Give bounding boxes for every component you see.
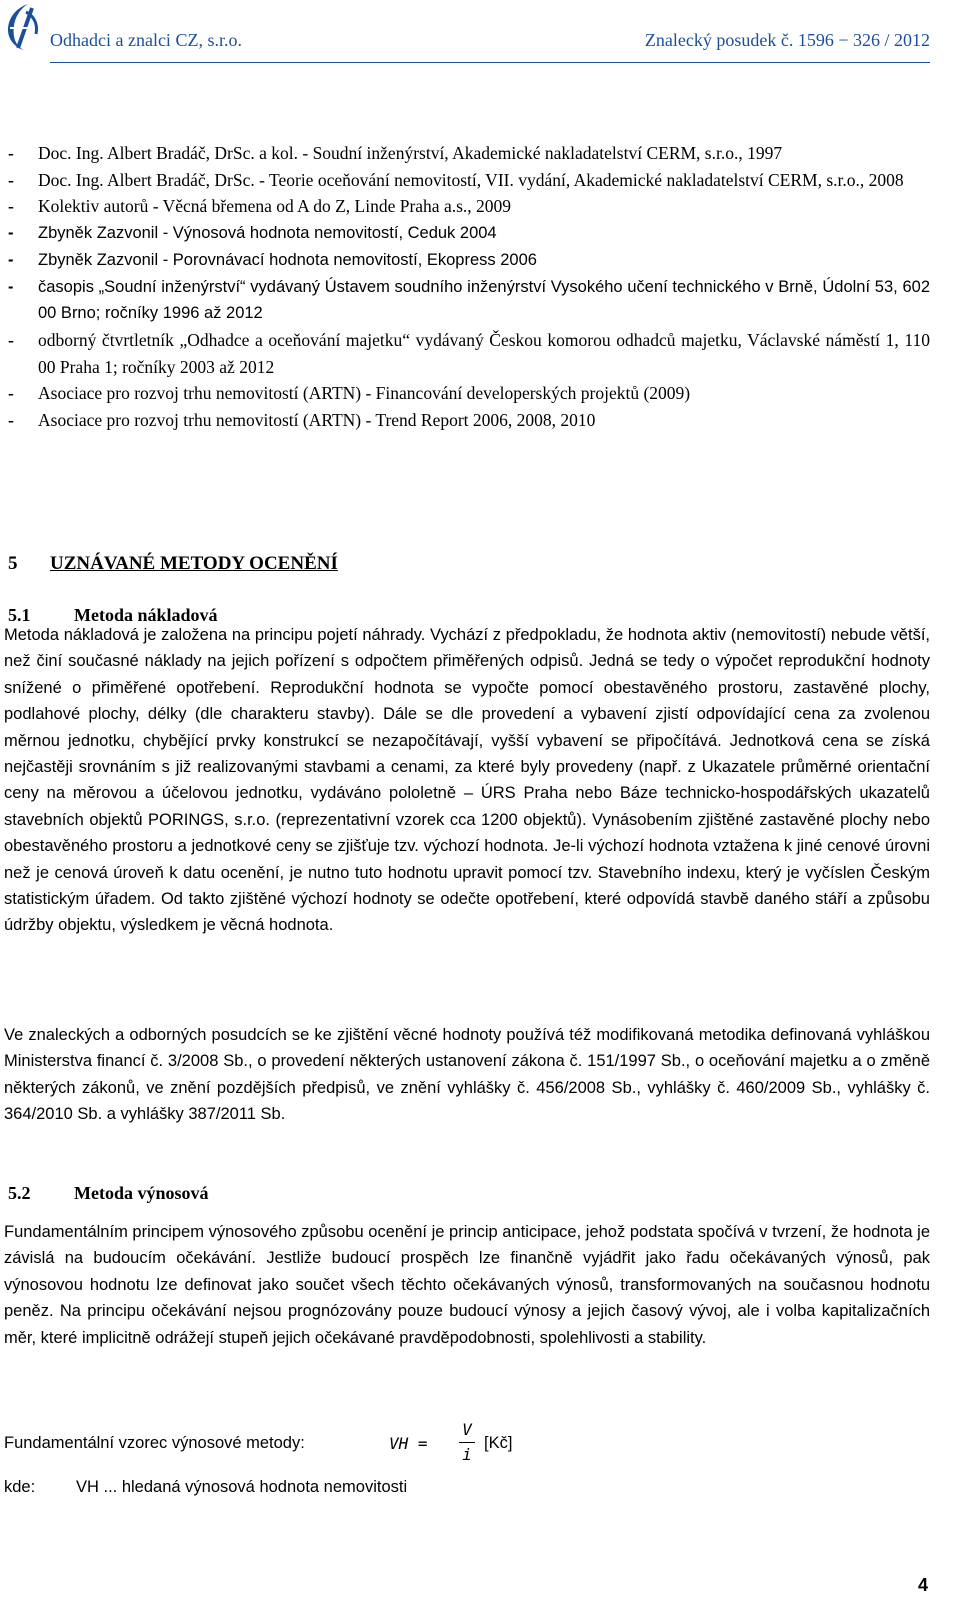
formula-row <box>4 1420 604 1470</box>
header-divider <box>50 62 930 63</box>
formula-lhs: VH = <box>389 1434 428 1453</box>
formula-denominator: i <box>462 1445 472 1464</box>
where-text: VH ... hledaná výnosová hodnota nemovitosti <box>76 1478 408 1496</box>
header-report-number: Znalecký posudek č. 1596 − 326 / 2012 <box>644 30 930 50</box>
cost-method-legal-paragraph: Ve znaleckých a odborných posudcích se ke zjištění věcné hodnoty používá též modifikovaná metodika definovaná vyhláškou Ministerstva financí č. 3/2008 Sb., o provedení některých ustanovení zákona č. 151/1997 Sb., o oceňování majetku a o změně některých zákonů, ve znění pozdějších předpisů, ve znění vyhlášky č. 456/2008 Sb., vyhlášky č. 460/2009 Sb., vyhlášky č. 364/2010 Sb. a vyhlášky 387/2011 Sb. <box>4 1026 930 1124</box>
fraction-bar <box>459 1442 475 1443</box>
reference-item: - Asociace pro rozvoj trhu nemovitostí (ARTN) - Financování developerských projektů (2009) <box>0 380 960 407</box>
reference-item: - Asociace pro rozvoj trhu nemovitostí (ARTN) - Trend Report 2006, 2008, 2010 <box>0 407 960 434</box>
reference-item: - časopis „Soudní inženýrství“ vydávaný Ústavem soudního inženýrství Vysokého učení technického v Brně, Údolní 53, 602 00 Brno; ročníky 1996 až 2012 <box>0 274 960 327</box>
section-5-heading <box>8 553 338 575</box>
formula-numerator: V <box>462 1420 472 1439</box>
page-number: 4 <box>917 1575 928 1595</box>
where-label: kde: <box>4 1478 36 1496</box>
page-header <box>0 0 960 70</box>
section-title: Metoda výnosová <box>74 1183 209 1203</box>
section-5-2-heading <box>8 1183 209 1204</box>
section-number: 5.1 <box>8 605 31 625</box>
section-number: 5.2 <box>8 1183 31 1203</box>
reference-item: - Zbyněk Zazvonil - Porovnávací hodnota nemovitostí, Ekopress 2006 <box>0 247 960 274</box>
header-company-name: Odhadci a znalci CZ, s.r.o. <box>50 30 242 50</box>
income-method-paragraph: Fundamentálním principem výnosového způsobu ocenění je princip anticipace, jehož podstata spočívá v tvrzení, že hodnota je závislá na budoucím očekávání. Jestliže budoucí prospěch lze finančně vyjádřit jako řadu očekávaných výnosů, pak výnosovou hodnotu lze definovat jako součet všech těchto očekávaných výnosů, transformovaných na současnou hodnotu peněz. Na principu očekávání nejsou prognózovány pouze budoucí výnosy a jejich časový vývoj, ale i volba kapitalizačních měr, které implicitně odrážejí stupeň jejich očekávané pravděpodobnosti, spolehlivosti a stability. <box>4 1223 930 1347</box>
formula-unit: [Kč] <box>484 1434 513 1452</box>
reference-item: - Doc. Ing. Albert Bradáč, DrSc. - Teorie oceňování nemovitostí, VII. vydání, Akademické nakladatelství CERM, s.r.o., 2008 <box>0 167 960 194</box>
formula-fraction <box>459 1420 475 1465</box>
formula-label: Fundamentální vzorec výnosové metody: <box>4 1434 305 1452</box>
document-body <box>0 140 960 434</box>
reference-item: - Doc. Ing. Albert Bradáč, DrSc. a kol. - Soudní inženýrství, Akademické nakladatelství CERM, s.r.o., 1997 <box>0 140 960 167</box>
formula-legend <box>4 1478 704 1497</box>
section-title: Metoda nákladová <box>74 605 218 625</box>
reference-item: - odborný čtvrtletník „Odhadce a oceňování majetku“ vydávaný Českou komorou odhadců majetku, Václavské náměstí 1, 110 00 Praha 1; ročníky 2003 až 2012 <box>0 327 960 380</box>
reference-item: - Zbyněk Zazvonil - Výnosová hodnota nemovitostí, Ceduk 2004 <box>0 220 960 247</box>
reference-list <box>0 140 960 434</box>
cost-method-paragraph: Metoda nákladová je založena na principu pojetí náhrady. Vychází z předpokladu, že hodnota aktiv (nemovitostí) nebude větší, než činí současné náklady na jejich pořízení s odpočtem přiměřených odpisů. Jedná se tedy o výpočet reprodukční hodnoty snížené o přiměřené opotřebení. Reprodukční hodnota se vypočte pomocí obestavěného prostoru, zastavěné plochy, podlahové plochy, délky (dle charakteru stavby). Dále se dle provedení a vybavení zjistí odpovídající cena za zvolenou měrnou jednotku, chybějící prvky konstrukcí se nezapočítávají, vyšší vybavení se připočítává. Jednotková cena se získá nejčastěji srovnáním s již realizovanými stavbami a cenami, za které byly provedeny (např. z Ukazatele průměrné orientační ceny na měrovou a účelovou jednotku, vydáváno pololetně – ÚRS Praha nebo Báze technicko-hospodářských ukazatelů stavebních objektů PORINGS, s.r.o. (reprezentativní vzorek cca 1200 objektů). Vynásobením zjištěné zastavěné plochy nebo obestavěného prostoru a jednotkové ceny se zjišťuje tzv. výchozí hodnota. Je-li výchozí hodnota vztažena k jiné cenové úrovni než je cenová úroveň k datu ocenění, je nutno tuto hodnotu upravit pomocí tzv. Stavebního indexu, který je vyčíslen Českým statistickým úřadem. Od takto zjištěné výchozí hodnoty se odečte opotřebení, které odpovídá stavbě daného stáří a způsobu údržby objektu, výsledkem je věcná hodnota. <box>4 626 930 935</box>
section-number: 5 <box>8 553 18 574</box>
reference-item: - Kolektiv autorů - Věcná břemena od A do Z, Linde Praha a.s., 2009 <box>0 193 960 220</box>
company-logo-icon <box>4 2 40 52</box>
section-title: UZNÁVANÉ METODY OCENĚNÍ <box>50 553 338 574</box>
